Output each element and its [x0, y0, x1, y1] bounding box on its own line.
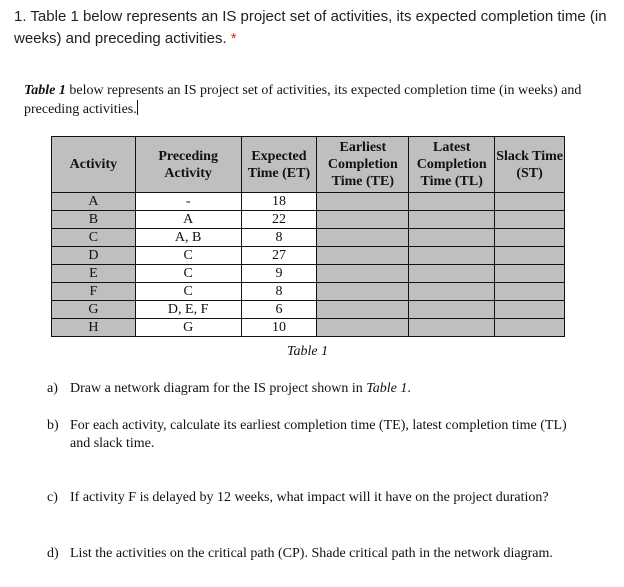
- header-expected: Expected Time (ET): [241, 137, 317, 193]
- table-header-row: [52, 137, 565, 193]
- cell-st: [495, 301, 565, 319]
- cell-st: [495, 265, 565, 283]
- cell-activity: D: [52, 247, 136, 265]
- required-marker: *: [230, 30, 237, 47]
- cell-et: 6: [241, 301, 317, 319]
- table-row: [52, 319, 565, 337]
- header-earliest: Earliest Completion Time (TE): [317, 137, 409, 193]
- cell-st: [495, 193, 565, 211]
- task-c-text: If activity F is delayed by 12 weeks, what impact will it have on the project duration?: [70, 490, 549, 505]
- header-latest: Latest Completion Time (TL): [409, 137, 495, 193]
- cell-activity: B: [52, 211, 136, 229]
- task-b-label: b): [47, 418, 59, 433]
- cell-tl: [409, 265, 495, 283]
- cell-et: 8: [241, 283, 317, 301]
- task-d-text: List the activities on the critical path (CP). Shade critical path in the network diagram.: [70, 546, 553, 561]
- task-a-body: Draw a network diagram for the IS project shown in: [70, 381, 363, 396]
- table-row: [52, 211, 565, 229]
- task-a-text: [70, 380, 585, 398]
- cell-activity: C: [52, 229, 136, 247]
- intro-paragraph: [24, 82, 609, 119]
- cell-st: [495, 211, 565, 229]
- cell-preceding: D, E, F: [135, 301, 241, 319]
- cell-preceding: A, B: [135, 229, 241, 247]
- cell-st: [495, 319, 565, 337]
- cell-te: [317, 283, 409, 301]
- task-c-label: c): [47, 490, 58, 505]
- cell-preceding: C: [135, 247, 241, 265]
- cell-tl: [409, 193, 495, 211]
- cell-et: 18: [241, 193, 317, 211]
- cell-te: [317, 319, 409, 337]
- cell-activity: H: [52, 319, 136, 337]
- table-row: [52, 229, 565, 247]
- activities-table: [51, 136, 565, 337]
- cell-activity: A: [52, 193, 136, 211]
- header-preceding: Preceding Activity: [135, 137, 241, 193]
- question-number: 1.: [14, 8, 27, 25]
- task-a-label: a): [47, 381, 58, 396]
- cell-te: [317, 211, 409, 229]
- header-activity: Activity: [52, 137, 136, 193]
- cell-tl: [409, 229, 495, 247]
- table-row: [52, 283, 565, 301]
- header-slack: Slack Time (ST): [495, 137, 565, 193]
- table-row: [52, 247, 565, 265]
- cell-activity: E: [52, 265, 136, 283]
- cell-preceding: A: [135, 211, 241, 229]
- cell-tl: [409, 283, 495, 301]
- cell-et: 8: [241, 229, 317, 247]
- cell-te: [317, 247, 409, 265]
- text-cursor: [137, 100, 138, 115]
- cell-tl: [409, 247, 495, 265]
- cell-preceding: C: [135, 283, 241, 301]
- cell-et: 9: [241, 265, 317, 283]
- cell-activity: G: [52, 301, 136, 319]
- question-text: Table 1 below represents an IS project set of activities, its expected completion time (in weeks) and preceding activities.: [14, 8, 607, 47]
- cell-te: [317, 229, 409, 247]
- table-row: [52, 265, 565, 283]
- cell-preceding: -: [135, 193, 241, 211]
- cell-tl: [409, 211, 495, 229]
- task-b-text: For each activity, calculate its earliest completion time (TE), latest completion time (TL) and slack time.: [70, 418, 567, 451]
- cell-preceding: G: [135, 319, 241, 337]
- task-a-end: .: [407, 381, 411, 396]
- table-row: [52, 301, 565, 319]
- cell-te: [317, 301, 409, 319]
- cell-et: 27: [241, 247, 317, 265]
- intro-table-label: Table 1: [24, 83, 66, 98]
- task-a-ref: Table 1: [366, 381, 408, 396]
- cell-tl: [409, 319, 495, 337]
- cell-st: [495, 229, 565, 247]
- cell-st: [495, 283, 565, 301]
- intro-text: below represents an IS project set of activities, its expected completion time (in weeks) and preceding activities.: [24, 83, 582, 117]
- cell-te: [317, 193, 409, 211]
- cell-preceding: C: [135, 265, 241, 283]
- cell-et: 10: [241, 319, 317, 337]
- cell-st: [495, 247, 565, 265]
- table-caption: Table 1: [287, 344, 329, 359]
- task-d-label: d): [47, 546, 59, 561]
- cell-et: 22: [241, 211, 317, 229]
- table-row: [52, 193, 565, 211]
- question-title: [14, 6, 614, 50]
- cell-te: [317, 265, 409, 283]
- cell-tl: [409, 301, 495, 319]
- cell-activity: F: [52, 283, 136, 301]
